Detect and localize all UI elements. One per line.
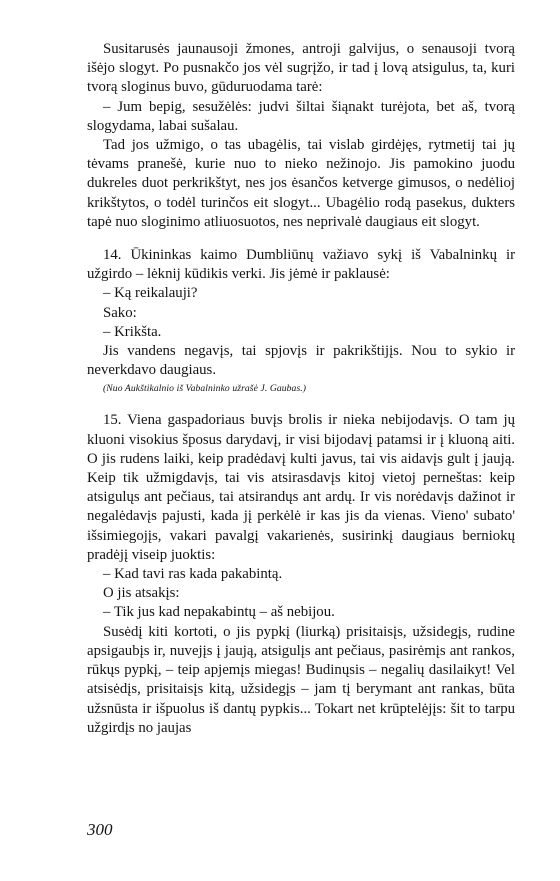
paragraph: Susėdį kiti kortoti, o jis pypkį (liurką) prisitaisįs, užsidegįs, rudine apsigaubįs ir, nuvejįs į jaują, atsigulįs ant pečiaus, pasirėmįs ant rankos, rūkųs pypkį, – teip apjemįs miegas! Budinųsis – negalių dasilaikyt! Vel atsisėdįs, prisitaisįs kitą, užsidegįs – jam tį berymant ant rankas, būta užsnūsta ir išpuolus iš dantų pypkis... Tokart net krūptelėjįs: šit to tarpu užgirdįs no jaujas xyxy=(87,623,515,736)
dialogue-line: – Ką reikalauji? xyxy=(103,285,198,302)
dialogue-line: Sako: xyxy=(103,304,137,321)
story-14-opening: 14. Ūkininkas kaimo Dumbliūnų važiavo sykį iš Vabalninkų ir užgirdo – lėknij kūdikis verki. Jis jėmė ir paklausė: xyxy=(87,247,515,283)
paragraph: Jis vandens negavįs, tai spjovįs ir pakrikštijįs. Nou to sykio ir neverkdavo daugiaus. xyxy=(87,343,515,379)
dialogue-line: – Krikšta. xyxy=(103,323,162,340)
dialogue-line: O jis atsakįs: xyxy=(103,585,180,602)
section-gap xyxy=(87,397,515,411)
section-gap xyxy=(87,232,515,246)
source-note: (Nuo Aukštikalnio iš Vabalninko užrašė J. Gaubas.) xyxy=(103,383,307,395)
paragraph: Susitarusės jaunausoji žmones, antroji galvijus, o senausoji tvorą išėjo slogyt. Po pusnakčo jos vėl sugrįžo, ir tad į lovą atsigulus, ta, kuri tvorą sloginus buvo, gūduruodama tarė: xyxy=(87,41,515,96)
dialogue-line: – Kad tavi ras kada pakabintą. xyxy=(103,566,283,583)
dialogue-line: – Jum bepig, sesužėlės: judvi šiltai šiąnakt turėjota, bet aš, tvorą slogydama, labai sušalau. xyxy=(87,98,515,134)
paragraph: Tad jos užmigo, o tas ubagėlis, tai vislab girdėjęs, rytmetij tai jų tėvams pranešė, kurie nuo to nieko nežinojo. Jis pamokino juodu dukreles duot perkrikštyt, nes jos ėsančos ketverge gimusos, o nedėlioj krikštytos, o todėl turinčos eit slogyt... Ubagėlio rodą pasekus, dukters tapė nuo sloginimo atliuosuotos, nes neprivalė daugiaus eit slogyt. xyxy=(87,137,515,230)
page-text xyxy=(87,40,515,738)
dialogue-line: – Tik jus kad nepakabintų – aš nebijou. xyxy=(103,604,335,621)
page-number: 300 xyxy=(87,820,113,839)
story-15-opening: 15. Viena gaspadoriaus buvįs brolis ir nieka nebijodavįs. O tam jų kluoni visokius šposus darydavį, ir visi bijodavį patamsi ir į kluoną aiti. O jis rudens laiki, keip pradėdavį kulti javus, tai vis aidavįs gult į jaują. Keip tik užmigdavįs, tai vis atsirasdavįs kitoj vietoj perneštas: keip atsigulųs ant pečiaus, tai atsirandųs ant ardų. Ir vis norėdavįs dažinot ir negalėdavįs pajusti, kada jį perkėlė ir kas jis da vienas. Vieno' subato' išsimiegojįs, vakari pavalgį vakarienės, susirinkį daugiaus berniokų pradėjį viseip juoktis: xyxy=(87,412,515,563)
